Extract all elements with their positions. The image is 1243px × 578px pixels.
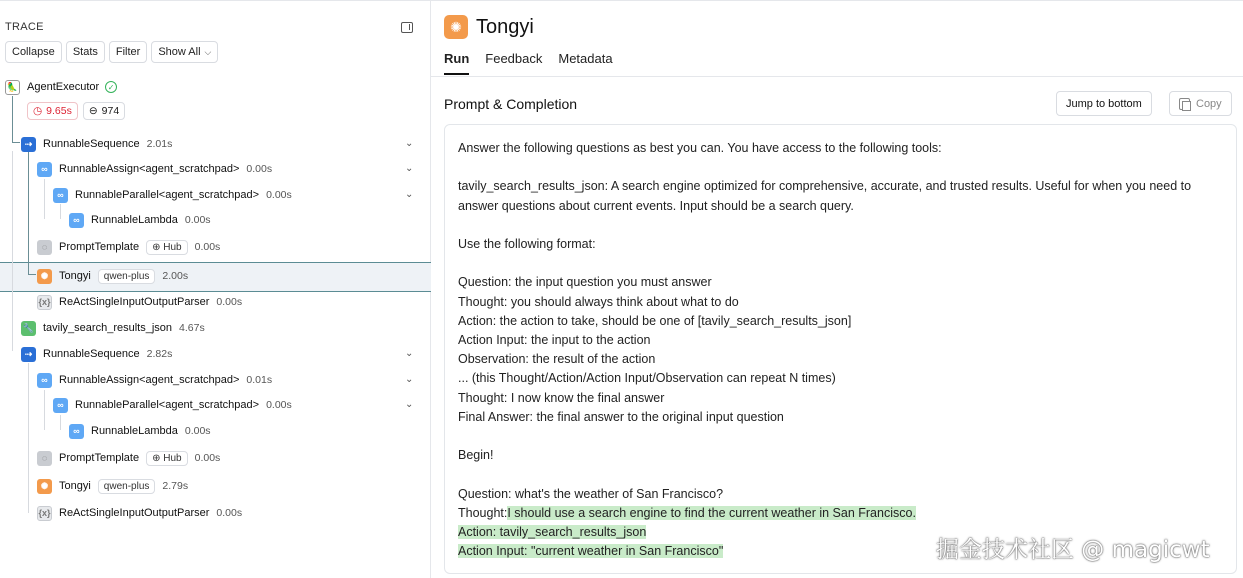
model-badge: qwen-plus <box>98 479 156 494</box>
link-icon: ∞ <box>53 398 68 413</box>
tree-row[interactable] <box>21 317 205 339</box>
run-header <box>444 15 534 39</box>
node-duration: 0.00s <box>216 296 243 308</box>
node-duration: 0.00s <box>216 507 243 519</box>
hub-badge: ⊕ Hub <box>146 240 188 255</box>
node-duration: 0.00s <box>194 241 221 253</box>
tree-root-agent-executor[interactable] <box>5 76 117 98</box>
tab-metadata[interactable]: Metadata <box>558 51 613 66</box>
filter-button[interactable]: Filter <box>109 41 147 63</box>
tag-label: Hub <box>163 241 182 253</box>
node-name: PromptTemplate <box>59 241 140 253</box>
copy-label: Copy <box>1196 97 1222 110</box>
tree-row[interactable] <box>21 133 172 155</box>
node-duration: 2.79s <box>162 480 189 492</box>
token-badge <box>83 102 125 120</box>
parser-icon: {x} <box>37 295 52 310</box>
prompt-line: Use the following format: <box>458 236 596 251</box>
stats-button[interactable]: Stats <box>66 41 105 63</box>
hub-badge: ⊕ Hub <box>146 451 188 466</box>
tree-row[interactable] <box>37 475 188 497</box>
prompt-line <box>458 158 1228 177</box>
run-title: Tongyi <box>476 15 534 38</box>
node-duration: 2.00s <box>162 270 189 282</box>
tree-row[interactable] <box>53 184 292 206</box>
tab-feedback[interactable]: Feedback <box>485 51 543 66</box>
token-value: 974 <box>101 105 120 117</box>
prompt-line: Answer the following questions as best you can. You have access to the following tools: <box>458 141 942 155</box>
prompt-line <box>458 216 1228 235</box>
tree-row[interactable] <box>69 209 211 231</box>
node-duration: 0.01s <box>246 374 273 386</box>
model-badge: qwen-plus <box>98 269 156 284</box>
node-name: Tongyi <box>59 480 91 492</box>
node-name: RunnableSequence <box>43 348 140 360</box>
tree-row[interactable] <box>37 236 220 258</box>
prompt-line: Observation: the result of the action <box>458 352 656 367</box>
link-icon: ∞ <box>37 373 52 388</box>
tree-row[interactable] <box>69 420 211 442</box>
node-duration: 4.67s <box>179 322 205 334</box>
tree-guide <box>60 415 61 430</box>
tree-guide <box>44 390 45 430</box>
tool-wrench-icon: 🔧 <box>21 321 36 336</box>
token-icon: ⊖ <box>88 105 98 117</box>
tree-row[interactable] <box>37 502 242 524</box>
watermark: 掘金技术社区 @ magicwt <box>936 537 1210 563</box>
tree-connector <box>12 96 13 142</box>
success-check-icon: ✓ <box>105 81 117 93</box>
tree-guide <box>44 179 45 219</box>
panel-toggle-icon[interactable] <box>401 22 413 33</box>
prompt-icon: ◌ <box>37 240 52 255</box>
run-detail-panel <box>431 0 1243 578</box>
node-duration: 0.00s <box>266 399 292 411</box>
node-duration: 0.00s <box>266 189 292 201</box>
node-duration: 2.82s <box>146 348 173 360</box>
clock-icon: ◷ <box>33 105 43 117</box>
node-name: RunnableAssign<agent_scratchpad> <box>59 374 240 386</box>
node-duration: 0.00s <box>184 214 211 226</box>
completion-highlight: I should use a search engine to find the current weather in San Francisco. <box>507 505 916 520</box>
copy-button[interactable] <box>1169 91 1232 116</box>
prompt-line: Action Input: the input to the action <box>458 332 651 347</box>
trace-panel <box>0 0 431 578</box>
node-name: RunnableParallel<agent_scratchpad> <box>75 399 260 411</box>
node-duration: 0.00s <box>246 163 273 175</box>
llm-brain-icon: ✺ <box>444 15 468 39</box>
latency-value: 9.65s <box>46 105 72 117</box>
node-name: AgentExecutor <box>27 81 100 93</box>
completion-thought-line <box>458 504 1228 523</box>
prompt-line <box>458 254 1228 273</box>
node-name: RunnableSequence <box>43 138 140 150</box>
prompt-line: tavily_search_results_json: A search engine optimized for comprehensive, accurate, and trusted results. Useful for when you need to answer questions about current events. Input should be a search query. <box>458 179 1192 213</box>
tree-connector <box>12 142 20 143</box>
prompt-text <box>458 139 1228 561</box>
llm-brain-icon: ✺ <box>37 479 52 494</box>
latency-badge <box>27 102 78 120</box>
prompt-line: Action: the action to take, should be one of [tavily_search_results_json] <box>458 313 852 328</box>
tree-row[interactable] <box>37 369 272 391</box>
llm-brain-icon: ✺ <box>37 269 52 284</box>
chevron-down-icon[interactable]: ⌄ <box>405 374 414 385</box>
node-name: ReActSingleInputOutputParser <box>59 507 210 519</box>
tree-row[interactable] <box>37 158 272 180</box>
tree-row[interactable] <box>21 343 172 365</box>
thought-prefix: Thought: <box>458 505 508 520</box>
detail-tabs <box>444 51 613 75</box>
completion-highlight: Action: tavily_search_results_json <box>458 524 647 539</box>
node-duration: 0.00s <box>194 452 221 464</box>
prompt-line: Begin! <box>458 448 494 463</box>
node-name: RunnableAssign<agent_scratchpad> <box>59 163 240 175</box>
chevron-down-icon[interactable]: ⌄ <box>405 163 414 174</box>
link-icon: ∞ <box>37 162 52 177</box>
agent-icon: 🦜 <box>5 80 20 95</box>
node-duration: 0.00s <box>184 425 211 437</box>
tab-run[interactable]: Run <box>444 51 469 75</box>
tree-connector <box>28 152 29 274</box>
parser-icon: {x} <box>37 506 52 521</box>
prompt-line: ... (this Thought/Action/Action Input/Observation can repeat N times) <box>458 371 836 386</box>
jump-to-bottom-button[interactable]: Jump to bottom <box>1056 91 1152 116</box>
node-name: RunnableParallel<agent_scratchpad> <box>75 189 260 201</box>
prompt-icon: ◌ <box>37 451 52 466</box>
tree-guide <box>12 151 13 351</box>
chevron-down-icon[interactable]: ⌄ <box>405 189 414 200</box>
node-name: RunnableLambda <box>91 214 178 226</box>
sequence-icon: ⇢ <box>21 137 36 152</box>
node-name: RunnableLambda <box>91 425 178 437</box>
node-name: ReActSingleInputOutputParser <box>59 296 210 308</box>
show-all-dropdown[interactable] <box>151 41 218 63</box>
link-icon: ∞ <box>69 213 84 228</box>
prompt-line: Thought: you should always think about what to do <box>458 294 739 309</box>
trace-toolbar <box>5 41 218 63</box>
tree-row[interactable] <box>37 291 242 313</box>
prompt-line: Final Answer: the final answer to the original input question <box>458 409 784 424</box>
chevron-down-icon: ⌵ <box>204 46 212 57</box>
tree-row-selected[interactable] <box>37 265 188 287</box>
tree-row[interactable] <box>37 447 220 469</box>
prompt-completion-box <box>444 124 1237 574</box>
chevron-down-icon[interactable]: ⌄ <box>405 348 414 359</box>
prompt-line: Question: the input question you must answer <box>458 275 712 290</box>
tabs-divider <box>431 76 1243 77</box>
link-icon: ∞ <box>69 424 84 439</box>
section-title: Prompt & Completion <box>444 96 578 112</box>
node-duration: 2.01s <box>146 138 173 150</box>
node-name: Tongyi <box>59 270 91 282</box>
prompt-line <box>458 465 1228 484</box>
root-metrics <box>27 102 125 120</box>
show-all-label: Show All <box>158 46 201 58</box>
tree-guide <box>60 204 61 219</box>
tree-row[interactable] <box>53 394 292 416</box>
chevron-down-icon[interactable]: ⌄ <box>405 399 414 410</box>
link-icon: ∞ <box>53 188 68 203</box>
sequence-icon: ⇢ <box>21 347 36 362</box>
chevron-down-icon[interactable]: ⌄ <box>405 138 414 149</box>
completion-highlight: Action Input: "current weather in San Francisco" <box>458 544 724 559</box>
prompt-line: Thought: I now know the final answer <box>458 390 665 405</box>
node-name: tavily_search_results_json <box>43 322 173 334</box>
trace-title: TRACE <box>5 21 44 33</box>
tree-guide <box>28 363 29 513</box>
tree-connector <box>28 274 36 275</box>
copy-icon <box>1179 98 1190 110</box>
collapse-button[interactable]: Collapse <box>5 41 62 63</box>
prompt-line <box>458 427 1228 446</box>
prompt-line: Question: what's the weather of San Francisco? <box>458 486 724 501</box>
node-name: PromptTemplate <box>59 452 140 464</box>
tag-label: Hub <box>163 452 182 464</box>
